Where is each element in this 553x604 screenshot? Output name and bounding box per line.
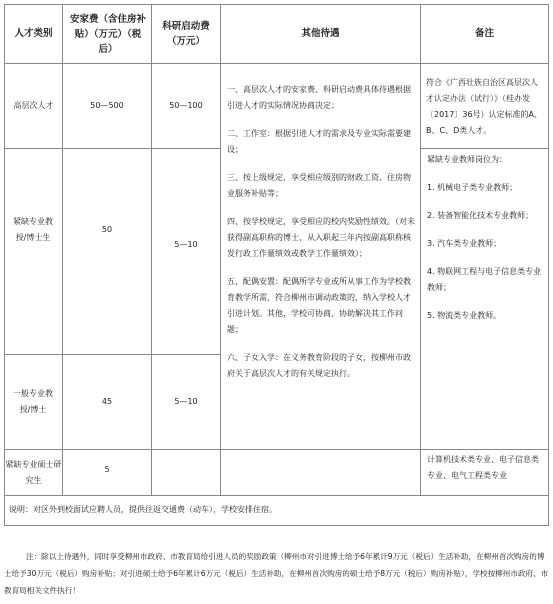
row2-category <box>8 180 58 280</box>
header-other-benefits-label: 其他待遇 <box>301 28 340 39</box>
grid-line <box>4 148 220 149</box>
remark-item: 1. 机械电子类专业教师； <box>427 183 518 192</box>
row2-settle-fee-value: 50 <box>101 225 113 234</box>
table-footer-note-text: 说明：对区外到校面试应聘人员，提供往返交通费（动车），学校安排住宿。 <box>9 505 277 514</box>
row4-remark-text: 计算机技术类专业、电子信息类专业、电气工程类专业 <box>427 455 539 480</box>
header-settle-fee-label: 安家费（含住房补贴）（万元）（税后） <box>70 13 147 55</box>
remark-item: 3. 汽车类专业教师； <box>427 239 502 248</box>
row2-research-fee-value: 5—10 <box>174 240 198 249</box>
benefit-item: 四、按学校规定，享受相应的校内奖励性绩效。（对未获得副高职称的博士，从入职起三年内按副高职称核发行政工作量绩效或教学工作量绩效）； <box>227 217 415 258</box>
row1-category <box>5 64 62 148</box>
grid-line <box>4 525 549 526</box>
table-footer-note <box>9 502 544 520</box>
header-category <box>5 4 62 63</box>
remark-item: 4. 物联网工程与电子信息类专业教师； <box>427 267 542 292</box>
header-research-fee <box>156 4 216 63</box>
remark-item: 5. 物流类专业教师。 <box>427 311 502 320</box>
row1-research-fee <box>152 64 220 148</box>
row1-category-text: 高层次人才 <box>13 101 54 110</box>
row1-research-fee-value: 50—100 <box>169 101 203 110</box>
bottom-note-text: 注：除以上待遇外，同时享受柳州市政府、市教育局给引进人员的奖励政策（柳州市对引进博士给予6年累计9万元（税后）生活补助，在柳州首次购房的博士给予30万元（税后）购房补贴；对引进硕士给予6年累计6万元（税后）生活补助，在柳州首次购房的硕士给予8万元（税后）购房补贴），学校按柳州市政府、市教育局相关文件执行！ <box>4 552 549 595</box>
row2-research-fee <box>152 237 220 257</box>
row2-category-text: 紧缺专业教授/博士生 <box>13 217 53 242</box>
benefit-item: 一、高层次人才的安家费、科研启动费具体待遇根据引进人才的实际情况协商决定； <box>227 85 411 110</box>
remark-item: 2. 装备智能化技术专业教师； <box>427 211 534 220</box>
grid-line <box>420 4 421 496</box>
row3-settle-fee-value: 45 <box>101 397 113 406</box>
row4-remark <box>427 452 545 494</box>
row1-remark <box>426 67 544 147</box>
header-research-fee-label: 科研启动费（万元） <box>162 20 210 47</box>
header-remarks-label: 备注 <box>474 28 494 39</box>
other-benefits <box>227 82 415 444</box>
row4-settle-fee-value: 5 <box>104 465 110 474</box>
row1-settle-fee-value: 50—500 <box>90 101 124 110</box>
header-category-label: 人才类别 <box>14 28 53 39</box>
row4-category <box>5 450 62 495</box>
remark-title: 紧缺专业教师岗位为： <box>427 155 507 164</box>
row2-settle-fee <box>63 222 151 242</box>
header-other-benefits <box>221 4 420 63</box>
bottom-note <box>4 548 550 602</box>
row1-settle-fee <box>63 64 151 148</box>
row3-research-fee <box>152 355 220 449</box>
row4-settle-fee <box>63 450 151 490</box>
row4-category-text: 紧缺专业硕士研究生 <box>5 459 62 485</box>
benefit-item: 二、工作室：根据引进人才的需求及专业实际需要建设； <box>227 129 411 154</box>
row3-category <box>8 355 58 449</box>
benefit-item: 三、按上级规定，享受相应级别的财政工资、住房物业服务补贴等； <box>227 173 411 198</box>
grid-line <box>420 148 549 149</box>
row1-remark-text: 符合《广西壮族自治区高层次人才认定办法（试行）》（桂办发〔2017〕36号）认定标准的A、B、C、D类人才。 <box>426 78 543 135</box>
grid-line <box>4 495 549 496</box>
benefit-item: 六、子女入学：在义务教育阶段的子女，按柳州市政府关于高层次人才的有关规定执行。 <box>227 353 411 378</box>
grid-line <box>548 4 549 526</box>
header-remarks <box>421 4 548 63</box>
row2-remark <box>427 152 545 347</box>
grid-line <box>220 4 221 496</box>
row3-research-fee-value: 5—10 <box>174 397 198 406</box>
header-settle-fee <box>70 6 146 62</box>
row3-category-text: 一般专业教授/博士 <box>13 389 53 414</box>
row3-settle-fee <box>63 355 151 449</box>
benefit-item: 五、配偶安置：配偶所学专业或所从事工作为学校教育教学所需，符合柳州市调动政策的，纳入学校人才引进计划。其他，学校可协商、协助解决其工作问题； <box>227 277 411 334</box>
